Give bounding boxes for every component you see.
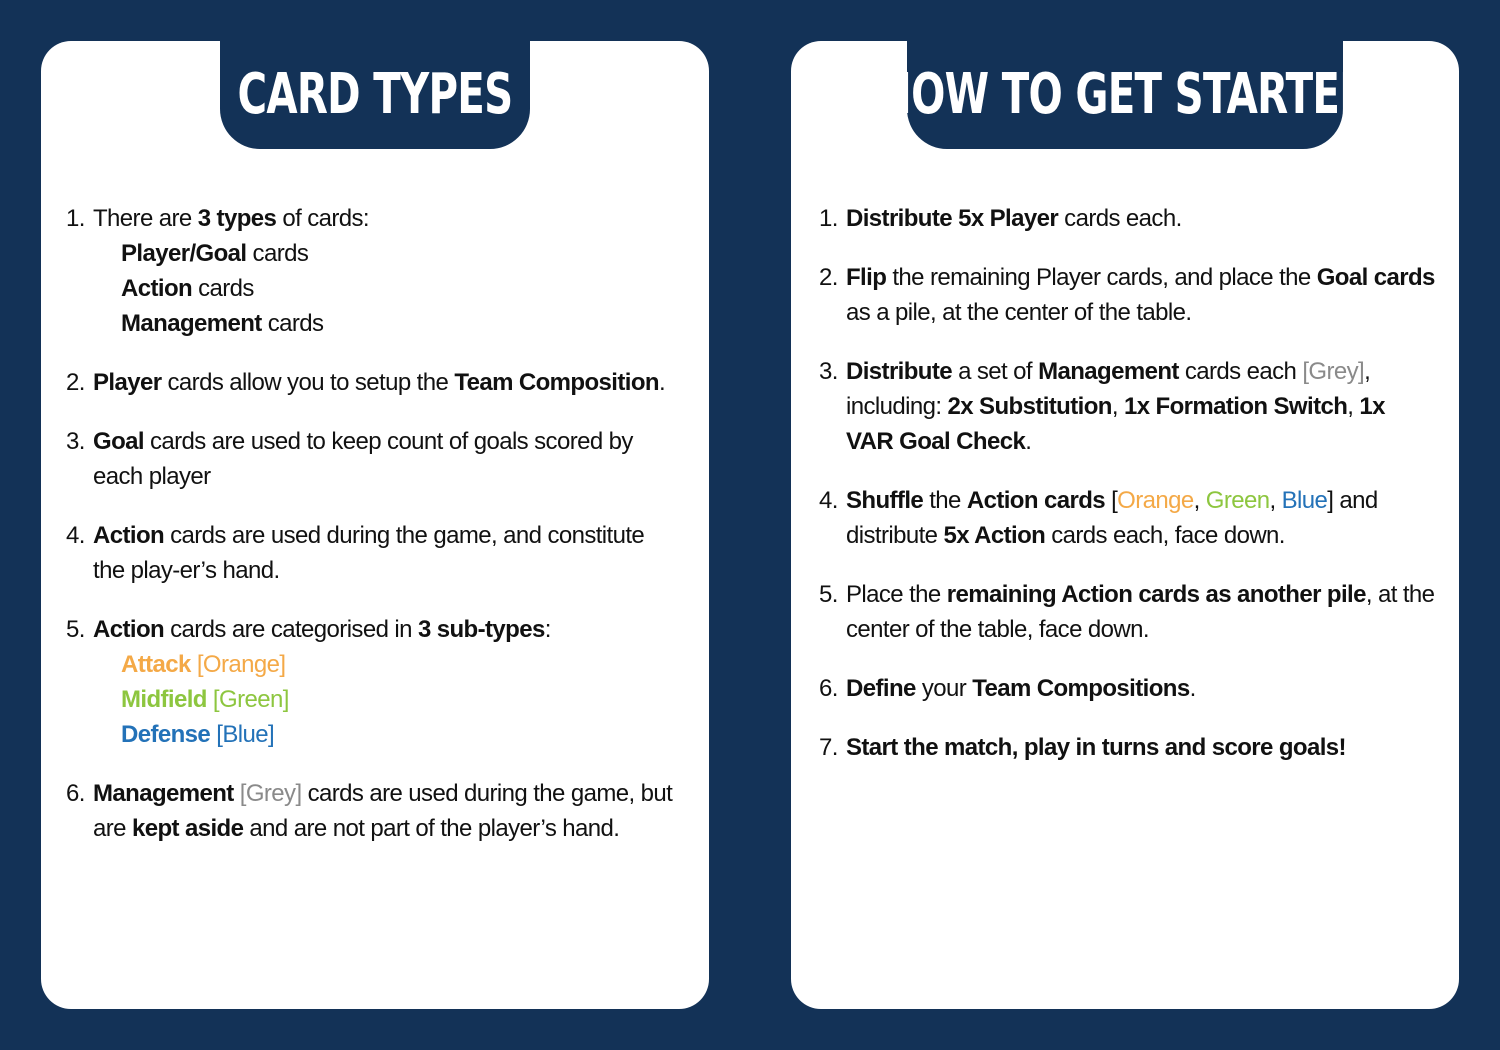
sub-item-management bbox=[93, 306, 681, 341]
text: cards are categorised in bbox=[164, 616, 418, 643]
text: . bbox=[658, 369, 666, 396]
bold-text: 5x Action bbox=[943, 522, 1046, 549]
bold-text: kept aside bbox=[131, 815, 244, 842]
item-text bbox=[93, 612, 681, 752]
card-types-header-tab bbox=[220, 41, 530, 149]
item-text bbox=[93, 776, 681, 846]
bold-text: Management bbox=[1038, 358, 1179, 385]
text: cards each, face down. bbox=[1045, 522, 1285, 549]
bold-text: Action cards bbox=[966, 487, 1106, 514]
text: cards are used to keep count of goals scored by each player bbox=[93, 428, 633, 490]
text: as a pile, at the center of the table. bbox=[846, 299, 1192, 326]
text: , bbox=[1111, 393, 1124, 420]
bold-text: 3 sub-types bbox=[417, 616, 545, 643]
how-to-start-list bbox=[819, 201, 1435, 789]
bold-text: Player bbox=[93, 369, 162, 396]
green-text: Green bbox=[1205, 487, 1270, 514]
bold-text: Start the match, play in turns and score goals! bbox=[846, 734, 1346, 761]
bold-text: 3 types bbox=[197, 205, 277, 232]
item-number: 5. bbox=[66, 616, 85, 643]
text: : bbox=[544, 616, 551, 643]
card-types-panel bbox=[41, 41, 709, 1009]
item-text bbox=[846, 260, 1435, 330]
item-text bbox=[846, 577, 1435, 647]
text: cards allow you to setup the bbox=[161, 369, 455, 396]
bold-text: 2x Substitution bbox=[947, 393, 1112, 420]
text: ] and distribute bbox=[846, 487, 1378, 549]
card-types-list bbox=[66, 201, 681, 870]
bold-text: Flip bbox=[846, 264, 887, 291]
list-item bbox=[66, 201, 681, 341]
how-to-start-title: HOW TO GET STARTED bbox=[878, 62, 1372, 127]
bold-text: Goal bbox=[93, 428, 144, 455]
item-number: 2. bbox=[819, 264, 838, 291]
text: the remaining Player cards, and place the bbox=[886, 264, 1317, 291]
item-number: 3. bbox=[819, 358, 838, 385]
bold-text: 1x VAR Goal Check bbox=[846, 393, 1385, 455]
bold-text: Goal cards bbox=[1316, 264, 1435, 291]
text: cards each. bbox=[1058, 205, 1182, 232]
bold-text: 1x Formation Switch bbox=[1123, 393, 1348, 420]
item-number: 4. bbox=[66, 522, 85, 549]
text: , bbox=[1193, 487, 1206, 514]
text: , at the center of the table, face down. bbox=[846, 581, 1435, 643]
bold-text: Distribute bbox=[846, 358, 953, 385]
text: your bbox=[915, 675, 973, 702]
bold-text: Action bbox=[121, 275, 193, 302]
text: cards bbox=[261, 310, 324, 337]
item-number: 6. bbox=[66, 780, 85, 807]
bold-text: Shuffle bbox=[846, 487, 924, 514]
grey-text: [Grey] bbox=[239, 780, 302, 807]
text: and are not part of the player’s hand. bbox=[243, 815, 620, 842]
bold-text: Midfield bbox=[121, 686, 207, 713]
bold-text: Action bbox=[93, 616, 165, 643]
card-types-title: CARD TYPES bbox=[237, 62, 513, 127]
item-number: 7. bbox=[819, 734, 838, 761]
text: cards are used during the game, and constitute the play-er’s hand. bbox=[93, 522, 645, 584]
text: , bbox=[1269, 487, 1282, 514]
list-item bbox=[66, 776, 681, 846]
grey-text: [Grey] bbox=[1302, 358, 1365, 385]
item-number: 4. bbox=[819, 487, 838, 514]
bold-text: Distribute 5x Player bbox=[846, 205, 1059, 232]
list-item bbox=[66, 518, 681, 588]
text: [Green] bbox=[206, 686, 289, 713]
item-text bbox=[93, 365, 681, 400]
blue-text: Blue bbox=[1281, 487, 1328, 514]
bold-text: Action bbox=[93, 522, 165, 549]
sub-item-player-goal bbox=[93, 236, 681, 271]
text: , bbox=[1347, 393, 1360, 420]
text: , including: bbox=[846, 358, 1371, 420]
how-to-start-panel bbox=[791, 41, 1459, 1009]
item-text bbox=[846, 671, 1435, 706]
bold-text: remaining Action cards as another pile bbox=[946, 581, 1366, 608]
list-item bbox=[66, 424, 681, 494]
item-text bbox=[846, 201, 1435, 236]
sub-item-action bbox=[93, 271, 681, 306]
item-text bbox=[93, 518, 681, 588]
item-text bbox=[93, 424, 681, 494]
text: . bbox=[1025, 428, 1032, 455]
text: . bbox=[1189, 675, 1196, 702]
item-text bbox=[93, 201, 681, 341]
sub-item-midfield bbox=[93, 682, 681, 717]
text: cards bbox=[246, 240, 309, 267]
text: cards each bbox=[1178, 358, 1303, 385]
text: There are bbox=[93, 205, 198, 232]
item-text bbox=[846, 354, 1435, 459]
bold-text: Team Compositions bbox=[972, 675, 1190, 702]
bold-text: Management bbox=[93, 780, 234, 807]
item-number: 1. bbox=[66, 205, 85, 232]
list-item bbox=[819, 201, 1435, 236]
list-item bbox=[819, 483, 1435, 553]
bold-text: Player/Goal bbox=[121, 240, 247, 267]
text: of cards: bbox=[276, 205, 369, 232]
item-number: 3. bbox=[66, 428, 85, 455]
text: Place the bbox=[846, 581, 947, 608]
item-number: 2. bbox=[66, 369, 85, 396]
text: a set of bbox=[952, 358, 1039, 385]
item-number: 1. bbox=[819, 205, 838, 232]
list-item bbox=[819, 730, 1435, 765]
item-text bbox=[846, 483, 1435, 553]
orange-text: Orange bbox=[1117, 487, 1194, 514]
bold-text: Defense bbox=[121, 721, 211, 748]
item-text bbox=[846, 730, 1435, 765]
text: the bbox=[923, 487, 967, 514]
bold-text: Management bbox=[121, 310, 262, 337]
text: [Blue] bbox=[210, 721, 275, 748]
list-item bbox=[66, 365, 681, 400]
text: [ bbox=[1105, 487, 1118, 514]
bold-text: Attack bbox=[121, 651, 191, 678]
text: cards bbox=[192, 275, 254, 302]
list-item bbox=[819, 354, 1435, 459]
item-number: 6. bbox=[819, 675, 838, 702]
bold-text: Team Composition bbox=[454, 369, 659, 396]
text: cards are used during the game, but are bbox=[93, 780, 673, 842]
item-number: 5. bbox=[819, 581, 838, 608]
sub-item-attack bbox=[93, 647, 681, 682]
text: [Orange] bbox=[190, 651, 286, 678]
list-item bbox=[66, 612, 681, 752]
how-to-start-header-tab bbox=[878, 41, 1372, 149]
list-item bbox=[819, 577, 1435, 647]
sub-item-defense bbox=[93, 717, 681, 752]
list-item bbox=[819, 671, 1435, 706]
list-item bbox=[819, 260, 1435, 330]
bold-text: Define bbox=[846, 675, 916, 702]
